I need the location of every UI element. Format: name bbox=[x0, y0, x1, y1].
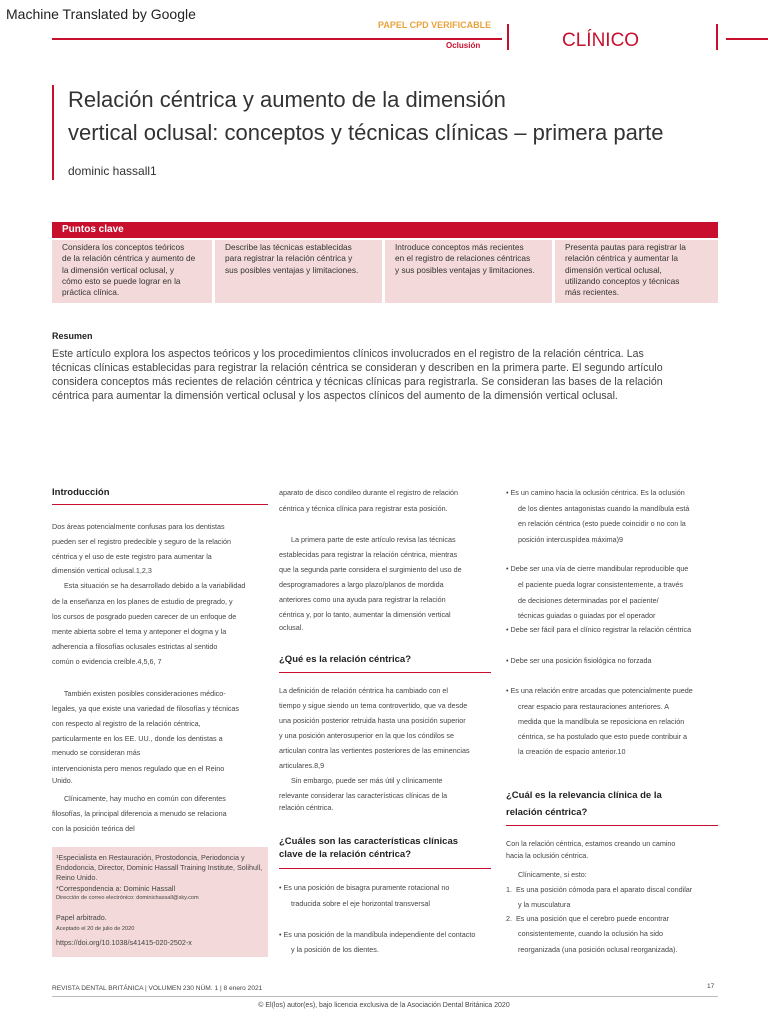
key-point-line: Introduce conceptos más recientes bbox=[395, 242, 524, 252]
page-number: 17 bbox=[707, 983, 715, 990]
key-point-line: utilizando conceptos y técnicas bbox=[565, 275, 680, 286]
footnote-line: Dirección de correo electrónico: dominichassall@sky.com bbox=[56, 895, 199, 901]
abstract-text bbox=[52, 347, 718, 403]
footnote-line: Reino Unido. bbox=[56, 873, 98, 882]
key-point-line: de la relación céntrica y aumento de bbox=[62, 253, 196, 264]
article-author: dominic hassall1 bbox=[68, 164, 157, 178]
key-point-line: sus posibles ventajas y limitaciones. bbox=[225, 264, 359, 275]
column-2-line: establecidas para registrar la relación céntrica, mientras bbox=[279, 550, 458, 559]
clinical-relevance-heading-line1: ¿Cuál es la relevancia clínica de la bbox=[506, 790, 662, 801]
column-2-line: anteriores como una ayuda para registrar la relación bbox=[279, 595, 446, 604]
column-2-line: traducida sobre el eje horizontal transversal bbox=[279, 899, 431, 908]
clinical-relevance-rule bbox=[506, 825, 718, 826]
column-1-line: También existen posibles consideraciones médico- bbox=[52, 689, 226, 698]
column-3-line: 1. Es una posición cómoda para el aparato discal condilar bbox=[506, 885, 693, 894]
cpd-label: PAPEL CPD VERIFICABLE bbox=[378, 20, 492, 30]
column-1-line: filosofías, la principal diferencia a menudo se relaciona bbox=[52, 809, 227, 818]
column-2-line: aparato de disco condileo durante el registro de relación bbox=[279, 488, 459, 497]
abstract-line: considera conceptos más recientes de relación céntrica y técnicas clínicas para registrarla. Se consideran las bases de la relación bbox=[52, 376, 663, 388]
column-2-line: desprogramadores a largo plazo/planos de mordida bbox=[279, 580, 444, 589]
key-point-3 bbox=[385, 240, 552, 303]
key-point-line: más recientes. bbox=[565, 287, 619, 298]
column-2-line: tiempo y sigue siendo un tema controvertido, que va desde bbox=[279, 701, 468, 710]
column-2-line: relación céntrica. bbox=[279, 803, 334, 812]
column-2-line: • Es una posición de bisagra puramente rotacional no bbox=[279, 883, 450, 892]
column-1-line: intervencionista pero menos regulado que en el Reino bbox=[52, 764, 225, 773]
key-point-2 bbox=[215, 240, 382, 303]
column-3-line: consistentemente, cuando la oclusión ha sido bbox=[506, 929, 664, 938]
what-is-cr-rule bbox=[279, 672, 491, 673]
key-characteristics-heading-line2: clave de la relación céntrica? bbox=[279, 849, 412, 860]
column-1-line: con respecto al registro de la relación céntrica, bbox=[52, 719, 201, 728]
column-3-line: crear espacio para restauraciones anteriores. A bbox=[506, 702, 669, 711]
column-1-line: con la posición teórica del bbox=[52, 824, 135, 833]
column-1-line: Clínicamente, hay mucho en común con diferentes bbox=[52, 794, 226, 803]
key-characteristics-rule bbox=[279, 868, 491, 869]
key-point-line: dimensión vertical oclusal, bbox=[565, 264, 662, 275]
column-3-line: Con la relación céntrica, estamos creando un camino bbox=[506, 839, 676, 848]
column-2-line: una posición posterior retruida hasta una posición superior bbox=[279, 716, 466, 725]
column-3-line: reorganizada (una posición oclusal reorganizada). bbox=[506, 945, 678, 954]
column-3-line: • Es una relación entre arcadas que potencialmente puede bbox=[506, 686, 693, 695]
abstract-line: céntrica para aumentar la dimensión vertical oclusal y los aspectos clínicos del aumento de la dimensión vertical oclusal. bbox=[52, 390, 618, 402]
header-rule bbox=[52, 38, 502, 40]
key-point-line: Describe las técnicas establecidas bbox=[225, 242, 352, 252]
key-point-4 bbox=[555, 240, 718, 303]
column-2-line: relevante considerar las características clínicas de la bbox=[279, 791, 448, 800]
column-3-line: medida que la mandíbula se reposiciona en relación bbox=[506, 717, 685, 726]
column-1-line: adherencia a filosofías oclusales estrictas al sentido bbox=[52, 642, 218, 651]
footer-rule bbox=[52, 996, 718, 997]
column-3-line: la creación de espacio anterior.10 bbox=[506, 747, 626, 756]
clinical-relevance-heading-line2: relación céntrica? bbox=[506, 807, 588, 818]
key-point-line: Considera los conceptos teóricos bbox=[62, 242, 185, 252]
header-divider-right bbox=[716, 24, 718, 50]
column-2-line: céntrica y técnica clínica para registrar esta posición. bbox=[279, 504, 448, 513]
abstract-line: Este artículo explora los aspectos teóricos y los procedimientos clínicos involucrados en el registro de la relación céntrica. Las bbox=[52, 348, 644, 360]
copyright-line: © El(los) autor(es), bajo licencia exclusiva de la Asociación Dental Británica 2020 bbox=[258, 1002, 510, 1009]
header-divider-left bbox=[507, 24, 509, 50]
column-1-line: legales, ya que existe una variedad de filosofías y técnicas bbox=[52, 704, 239, 713]
footnote-line: ¹Especialista en Restauración, Prostodoncia, Periodoncia y bbox=[56, 853, 245, 862]
footnote-line: Aceptado el 20 de julio de 2020 bbox=[56, 926, 135, 932]
column-2-line: La definición de relación céntrica ha cambiado con el bbox=[279, 686, 449, 695]
column-1-line: particularmente en los EE. UU., donde los dentistas a bbox=[52, 734, 223, 743]
column-2-line: y la posición de los dientes. bbox=[279, 945, 379, 954]
column-1-line: Dos áreas potencialmente confusas para los dentistas bbox=[52, 522, 225, 531]
column-2-line: oclusal. bbox=[279, 623, 304, 632]
introduction-rule bbox=[52, 504, 268, 505]
abstract-line: técnicas clínicas establecidas para registrar la relación céntrica se consideran y describen en la primera parte. El segundo artículo bbox=[52, 362, 663, 374]
key-characteristics-heading bbox=[279, 834, 458, 863]
column-2-line: y una posición anterosuperior en la que los cóndilos se bbox=[279, 731, 455, 740]
column-3-line: 2. Es una posición que el cerebro puede encontrar bbox=[506, 914, 670, 923]
key-point-line: cómo esto se puede lograr en la bbox=[62, 275, 181, 286]
topic-label: Oclusión bbox=[446, 41, 481, 50]
column-3-line: • Es un camino hacia la oclusión céntrica. Es la oclusión bbox=[506, 488, 685, 497]
abstract-heading: Resumen bbox=[52, 331, 93, 341]
journal-footer: REVISTA DENTAL BRITÁNICA | VOLUMEN 230 NÚM. 1 | 8 enero 2021 bbox=[52, 985, 263, 992]
column-1-line: mente abierta sobre el tema y anteponer el dogma y la bbox=[52, 627, 227, 636]
column-2-line: Sin embargo, puede ser más útil y clínicamente bbox=[279, 776, 443, 785]
key-point-line: en el registro de relaciones céntricas bbox=[395, 253, 531, 264]
column-2-line: articulares.8,9 bbox=[279, 761, 325, 770]
machine-translated-label: Machine Translated by Google bbox=[6, 6, 196, 22]
column-1-line: los cursos de posgrado pueden carecer de un enfoque de bbox=[52, 612, 237, 621]
header-rule-right bbox=[726, 38, 768, 40]
article-title-line2: vertical oclusal: conceptos y técnicas clínicas – primera parte bbox=[68, 120, 664, 145]
what-is-cr-heading: ¿Qué es la relación céntrica? bbox=[279, 654, 411, 665]
key-point-1 bbox=[52, 240, 212, 303]
column-3-line: • Debe ser una vía de cierre mandibular reproducible que bbox=[506, 564, 689, 573]
column-1-line: Esta situación se ha desarrollado debido a la variabilidad bbox=[52, 581, 246, 590]
column-3-line: céntrica, se ha postulado que esto puede contribuir a bbox=[506, 732, 688, 741]
column-3-line: • Debe ser una posición fisiológica no forzada bbox=[506, 656, 652, 665]
column-3-line: técnicas guiadas o guiadas por el operador bbox=[506, 611, 656, 620]
key-point-line: para registrar la relación céntrica y bbox=[225, 253, 353, 264]
column-1-line: de la enseñanza en los planes de estudio de pregrado, y bbox=[52, 597, 233, 606]
column-3-line: y la musculatura bbox=[506, 900, 571, 909]
introduction-heading: Introducción bbox=[52, 487, 110, 498]
footnote-line: *Correspondencia a: Dominic Hassall bbox=[56, 884, 176, 893]
footnote-line: https://doi.org/10.1038/s41415-020-2502-x bbox=[56, 938, 192, 947]
column-3-line: Clínicamente, si esto: bbox=[506, 870, 587, 879]
column-3-line: en relación céntrica (esto puede coincidir o no con la bbox=[506, 519, 686, 528]
key-points-heading: Puntos clave bbox=[52, 222, 718, 238]
column-1-line: menudo se consideran más bbox=[52, 748, 141, 757]
column-3-line: hacia la oclusión céntrica. bbox=[506, 851, 589, 860]
article-title bbox=[68, 83, 768, 149]
key-characteristics-heading-line1: ¿Cuáles son las características clínicas bbox=[279, 836, 459, 847]
column-1-line: céntrica y el uso de este registro para aumentar la bbox=[52, 552, 212, 561]
column-1-line: pueden ser el registro predecible y seguro de la relación bbox=[52, 537, 231, 546]
clinical-relevance-heading bbox=[506, 788, 662, 821]
column-2-line: La primera parte de este artículo revisa las técnicas bbox=[279, 535, 456, 544]
footnote-line: Papel arbitrado. bbox=[56, 913, 107, 922]
column-3-line: de los dientes antagonistas cuando la mandíbula está bbox=[506, 504, 690, 513]
column-3-line: • Debe ser fácil para el clínico registrar la relación céntrica bbox=[506, 625, 692, 634]
column-2-line: • Es una posición de la mandíbula independiente del contacto bbox=[279, 930, 476, 939]
footnote-line: Endodoncia, Director, Dominic Hassall Training Institute, Solihull, bbox=[56, 863, 263, 872]
column-2-line: articulan contra las vertientes posteriores de las eminencias bbox=[279, 746, 470, 755]
column-2-line: céntrica y, por lo tanto, aumentar la dimensión vertical bbox=[279, 610, 451, 619]
key-point-line: la dimensión vertical oclusal, y bbox=[62, 264, 175, 275]
key-point-line: y sus posibles ventajas y limitaciones. bbox=[395, 264, 535, 275]
article-title-line1: Relación céntrica y aumento de la dimensión bbox=[68, 87, 506, 112]
column-3-line: el paciente pueda lograr consistentemente, a través bbox=[506, 580, 683, 589]
column-2-line: que la segunda parte considera el surgimiento del uso de bbox=[279, 565, 462, 574]
section-label: CLÍNICO bbox=[562, 30, 640, 51]
key-point-line: práctica clínica. bbox=[62, 287, 120, 298]
column-1-line: dimensión vertical oclusal.1,2,3 bbox=[52, 566, 152, 575]
title-accent-bar bbox=[52, 85, 54, 180]
key-point-line: Presenta pautas para registrar la bbox=[565, 242, 686, 252]
column-3-line: de decisiones determinadas por el paciente/ bbox=[506, 596, 659, 605]
key-point-line: relación céntrica y aumentar la bbox=[565, 253, 678, 264]
column-1-line: común o evidencia creíble.4,5,6, 7 bbox=[52, 657, 162, 666]
column-3-line: posición intercuspídea máxima)9 bbox=[506, 535, 624, 544]
column-1-line: Unido. bbox=[52, 776, 73, 785]
